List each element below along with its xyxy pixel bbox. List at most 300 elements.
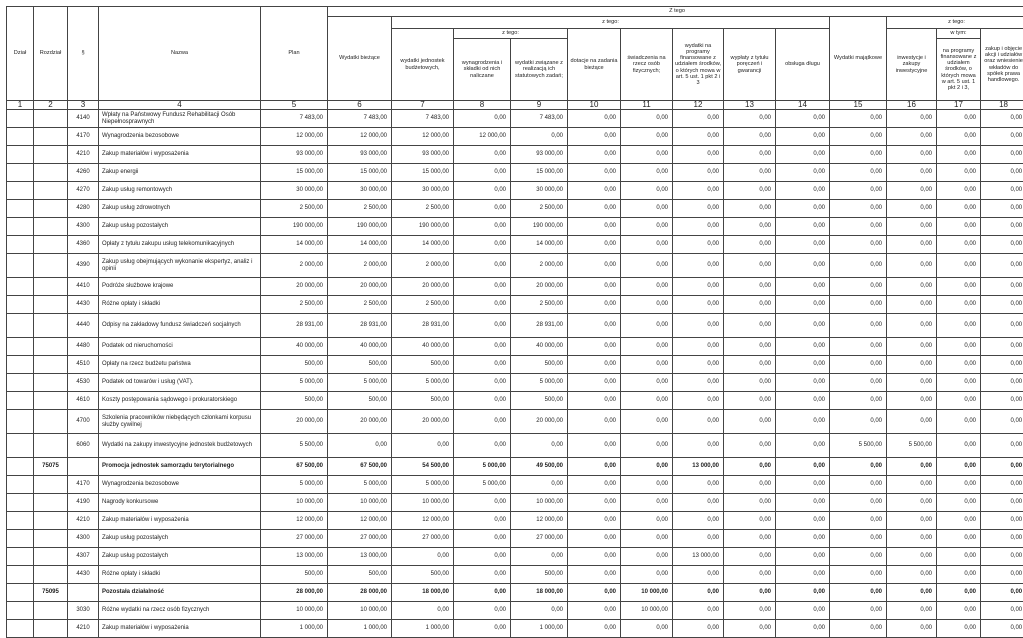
cell-swiadczenia: 0,00 [621,278,673,296]
cell-swiadczenia: 0,00 [621,566,673,584]
cell-obsluga-dlugu: 0,00 [776,566,830,584]
cell-wydatki-zwiazane: 28 931,00 [511,314,568,338]
cell-nazwa: Zakup energii [99,164,261,182]
cell-wydatki-programy: 0,00 [673,218,724,236]
column-number: 9 [511,101,568,110]
cell-zakup-akcji: 0,00 [981,110,1023,128]
cell-nazwa: Opłaty na rzecz budżetu państwa [99,356,261,374]
cell-programy-majatkowe: 0,00 [937,110,981,128]
cell-nazwa: Wpłaty na Państwowy Fundusz Rehabilitacji Osób Niepełnosprawnych [99,110,261,128]
cell-wyplaty: 0,00 [724,602,776,620]
cell-wynagrodzenia: 0,00 [454,410,511,434]
cell-rozdzial [34,530,68,548]
cell-obsluga-dlugu: 0,00 [776,458,830,476]
cell-wynagrodzenia: 0,00 [454,434,511,458]
cell-wydatki-majatkowe: 5 500,00 [830,434,887,458]
cell-swiadczenia: 0,00 [621,164,673,182]
cell-wydatki-zwiazane: 190 000,00 [511,218,568,236]
cell-obsluga-dlugu: 0,00 [776,164,830,182]
cell-wydatki-zwiazane: 0,00 [511,602,568,620]
table-row [7,512,1023,530]
cell-wydatki-zwiazane: 500,00 [511,356,568,374]
table-row [7,236,1023,254]
column-number: 3 [68,101,99,110]
header-wynagrodzenia: wynagrodzenia i składki od nich naliczane [454,39,511,101]
cell-dzial [7,494,34,512]
cell-wydatki-biezace: 20 000,00 [328,278,392,296]
cell-swiadczenia: 0,00 [621,356,673,374]
cell-plan: 20 000,00 [261,278,328,296]
cell-wydatki-zwiazane: 12 000,00 [511,512,568,530]
cell-wynagrodzenia: 0,00 [454,164,511,182]
cell-wyplaty: 0,00 [724,278,776,296]
cell-wydatki-majatkowe: 0,00 [830,200,887,218]
cell-swiadczenia: 0,00 [621,338,673,356]
cell-wyplaty: 0,00 [724,356,776,374]
cell-wydatki-jednostek: 15 000,00 [392,164,454,182]
cell-zakup-akcji: 0,00 [981,296,1023,314]
header-zakup-akcji: zakup i objęcie akcji i udziałów oraz wniesienie wkładów do spółek prawa handlowego. [981,29,1023,101]
cell-obsluga-dlugu: 0,00 [776,434,830,458]
cell-wydatki-programy: 0,00 [673,278,724,296]
cell-programy-majatkowe: 0,00 [937,314,981,338]
cell-swiadczenia: 0,00 [621,146,673,164]
cell-dotacje: 0,00 [568,278,621,296]
cell-plan: 67 500,00 [261,458,328,476]
cell-nazwa: Wynagrodzenia bezosobowe [99,476,261,494]
cell-zakup-akcji: 0,00 [981,548,1023,566]
cell-dotacje: 0,00 [568,476,621,494]
cell-paragraf: 4300 [68,530,99,548]
cell-inwestycje: 0,00 [887,218,937,236]
cell-zakup-akcji: 0,00 [981,512,1023,530]
cell-paragraf: 4390 [68,254,99,278]
cell-zakup-akcji: 0,00 [981,182,1023,200]
cell-paragraf: 6060 [68,434,99,458]
cell-rozdzial [34,434,68,458]
cell-paragraf: 4700 [68,410,99,434]
cell-inwestycje: 0,00 [887,110,937,128]
cell-dotacje: 0,00 [568,314,621,338]
cell-inwestycje: 0,00 [887,314,937,338]
cell-plan: 5 000,00 [261,374,328,392]
cell-rozdzial [34,182,68,200]
table-row [7,458,1023,476]
cell-nazwa: Szkolenia pracowników niebędących członkami korpusu służby cywilnej [99,410,261,434]
cell-paragraf: 4270 [68,182,99,200]
cell-wynagrodzenia: 0,00 [454,392,511,410]
cell-obsluga-dlugu: 0,00 [776,128,830,146]
column-number: 10 [568,101,621,110]
cell-dzial [7,278,34,296]
cell-wydatki-programy: 0,00 [673,566,724,584]
cell-plan: 28 931,00 [261,314,328,338]
cell-zakup-akcji: 0,00 [981,410,1023,434]
cell-dzial [7,314,34,338]
cell-dotacje: 0,00 [568,584,621,602]
header-swiadczenia: świadczenia na rzecz osób fizycznych; [621,29,673,101]
cell-wynagrodzenia: 0,00 [454,182,511,200]
cell-dotacje: 0,00 [568,356,621,374]
cell-wydatki-zwiazane: 500,00 [511,392,568,410]
cell-programy-majatkowe: 0,00 [937,458,981,476]
cell-programy-majatkowe: 0,00 [937,566,981,584]
cell-wynagrodzenia: 0,00 [454,566,511,584]
cell-plan: 12 000,00 [261,128,328,146]
header-dotacje: dotacje na zadania bieżące [568,29,621,101]
budget-table-sheet [6,6,1018,632]
column-number: 5 [261,101,328,110]
table-row [7,374,1023,392]
cell-dotacje: 0,00 [568,548,621,566]
header-paragraf: § [68,7,99,101]
cell-dotacje: 0,00 [568,110,621,128]
cell-dotacje: 0,00 [568,164,621,182]
cell-wydatki-jednostek: 0,00 [392,548,454,566]
cell-inwestycje: 0,00 [887,128,937,146]
cell-dzial [7,566,34,584]
cell-wynagrodzenia: 5 000,00 [454,476,511,494]
cell-wydatki-programy: 0,00 [673,356,724,374]
cell-wydatki-biezace: 28 931,00 [328,314,392,338]
cell-plan: 28 000,00 [261,584,328,602]
cell-nazwa: Opłaty z tytułu zakupu usług telekomunikacyjnych [99,236,261,254]
cell-nazwa: Podatek od towarów i usług (VAT). [99,374,261,392]
cell-swiadczenia: 0,00 [621,236,673,254]
table-row [7,530,1023,548]
cell-dzial [7,458,34,476]
cell-plan: 2 500,00 [261,296,328,314]
cell-programy-majatkowe: 0,00 [937,548,981,566]
cell-wydatki-programy: 0,00 [673,236,724,254]
cell-wydatki-majatkowe: 0,00 [830,530,887,548]
cell-paragraf: 4140 [68,110,99,128]
cell-nazwa: Zakup usług pozostałych [99,218,261,236]
cell-wydatki-majatkowe: 0,00 [830,356,887,374]
cell-swiadczenia: 0,00 [621,182,673,200]
cell-programy-majatkowe: 0,00 [937,374,981,392]
cell-wydatki-zwiazane: 30 000,00 [511,182,568,200]
cell-plan: 40 000,00 [261,338,328,356]
header-z-tego-majatkowe: z tego: [887,17,1023,29]
cell-wyplaty: 0,00 [724,146,776,164]
cell-wynagrodzenia: 0,00 [454,254,511,278]
cell-programy-majatkowe: 0,00 [937,164,981,182]
cell-rozdzial [34,566,68,584]
cell-obsluga-dlugu: 0,00 [776,236,830,254]
cell-dzial [7,128,34,146]
cell-wydatki-jednostek: 14 000,00 [392,236,454,254]
cell-wydatki-zwiazane: 2 500,00 [511,200,568,218]
cell-nazwa: Zakup materiałów i wyposażenia [99,512,261,530]
cell-wydatki-programy: 0,00 [673,314,724,338]
cell-inwestycje: 0,00 [887,278,937,296]
cell-dotacje: 0,00 [568,254,621,278]
cell-programy-majatkowe: 0,00 [937,146,981,164]
column-number: 1 [7,101,34,110]
cell-swiadczenia: 0,00 [621,392,673,410]
cell-dzial [7,548,34,566]
cell-paragraf: 4307 [68,548,99,566]
table-row [7,548,1023,566]
cell-rozdzial [34,512,68,530]
cell-programy-majatkowe: 0,00 [937,200,981,218]
header-inwestycje: inwestycje i zakupy inwestycyjne [887,29,937,101]
cell-wydatki-majatkowe: 0,00 [830,620,887,638]
table-row [7,278,1023,296]
cell-wyplaty: 0,00 [724,494,776,512]
cell-wydatki-zwiazane: 7 483,00 [511,110,568,128]
cell-rozdzial [34,602,68,620]
cell-nazwa: Zakup materiałów i wyposażenia [99,146,261,164]
cell-wydatki-biezace: 93 000,00 [328,146,392,164]
cell-wydatki-programy: 0,00 [673,182,724,200]
cell-wydatki-biezace: 30 000,00 [328,182,392,200]
cell-dzial [7,200,34,218]
cell-plan: 2 000,00 [261,254,328,278]
cell-inwestycje: 0,00 [887,164,937,182]
cell-inwestycje: 0,00 [887,494,937,512]
cell-dzial [7,296,34,314]
header-programy-majatkowe: na programy finansowane z udziałem środków, o których mowa w art. 5 ust. 1 pkt 2 i 3, [937,39,981,101]
cell-rozdzial [34,620,68,638]
cell-dotacje: 0,00 [568,494,621,512]
cell-obsluga-dlugu: 0,00 [776,392,830,410]
table-header [7,7,1023,110]
cell-swiadczenia: 0,00 [621,200,673,218]
cell-plan: 27 000,00 [261,530,328,548]
cell-wyplaty: 0,00 [724,548,776,566]
cell-wydatki-majatkowe: 0,00 [830,296,887,314]
cell-dotacje: 0,00 [568,218,621,236]
cell-wydatki-majatkowe: 0,00 [830,374,887,392]
cell-inwestycje: 0,00 [887,458,937,476]
cell-wydatki-programy: 0,00 [673,128,724,146]
cell-obsluga-dlugu: 0,00 [776,146,830,164]
column-number: 2 [34,101,68,110]
cell-wyplaty: 0,00 [724,458,776,476]
cell-dzial [7,434,34,458]
cell-rozdzial [34,200,68,218]
cell-wydatki-zwiazane: 93 000,00 [511,146,568,164]
table-row [7,200,1023,218]
cell-inwestycje: 0,00 [887,584,937,602]
cell-wynagrodzenia: 0,00 [454,236,511,254]
cell-wydatki-majatkowe: 0,00 [830,128,887,146]
cell-dzial [7,146,34,164]
cell-nazwa: Promocja jednostek samorządu terytorialnego [99,458,261,476]
cell-wydatki-jednostek: 18 000,00 [392,584,454,602]
cell-wydatki-biezace: 10 000,00 [328,602,392,620]
cell-wydatki-programy: 0,00 [673,254,724,278]
cell-obsluga-dlugu: 0,00 [776,338,830,356]
column-number: 14 [776,101,830,110]
column-number: 7 [392,101,454,110]
cell-rozdzial [34,356,68,374]
cell-wyplaty: 0,00 [724,566,776,584]
cell-dotacje: 0,00 [568,236,621,254]
cell-wydatki-zwiazane: 40 000,00 [511,338,568,356]
cell-paragraf: 4430 [68,566,99,584]
cell-swiadczenia: 10 000,00 [621,602,673,620]
cell-programy-majatkowe: 0,00 [937,254,981,278]
cell-zakup-akcji: 0,00 [981,584,1023,602]
cell-dzial [7,218,34,236]
cell-inwestycje: 0,00 [887,374,937,392]
cell-obsluga-dlugu: 0,00 [776,374,830,392]
cell-wydatki-biezace: 7 483,00 [328,110,392,128]
cell-wydatki-majatkowe: 0,00 [830,494,887,512]
table-row [7,602,1023,620]
cell-wynagrodzenia: 0,00 [454,278,511,296]
cell-zakup-akcji: 0,00 [981,374,1023,392]
budget-table [6,6,1023,638]
cell-wydatki-biezace: 500,00 [328,566,392,584]
cell-swiadczenia: 0,00 [621,530,673,548]
column-number: 15 [830,101,887,110]
cell-programy-majatkowe: 0,00 [937,182,981,200]
cell-wydatki-biezace: 500,00 [328,392,392,410]
cell-dzial [7,512,34,530]
cell-inwestycje: 0,00 [887,146,937,164]
header-plan: Plan [261,7,328,101]
cell-nazwa: Odpisy na zakładowy fundusz świadczeń socjalnych [99,314,261,338]
cell-wydatki-biezace: 12 000,00 [328,128,392,146]
cell-obsluga-dlugu: 0,00 [776,494,830,512]
cell-wynagrodzenia: 0,00 [454,548,511,566]
header-nazwa: Nazwa [99,7,261,101]
cell-wydatki-jednostek: 0,00 [392,434,454,458]
table-row [7,584,1023,602]
cell-wydatki-programy: 0,00 [673,164,724,182]
cell-nazwa: Różne wydatki na rzecz osób fizycznych [99,602,261,620]
cell-wydatki-jednostek: 500,00 [392,566,454,584]
cell-wynagrodzenia: 0,00 [454,200,511,218]
cell-inwestycje: 0,00 [887,200,937,218]
header-dzial: Dział [7,7,34,101]
cell-wydatki-programy: 0,00 [673,110,724,128]
cell-dzial [7,182,34,200]
cell-wydatki-jednostek: 500,00 [392,392,454,410]
cell-dotacje: 0,00 [568,530,621,548]
cell-rozdzial [34,476,68,494]
cell-wyplaty: 0,00 [724,584,776,602]
cell-dotacje: 0,00 [568,182,621,200]
cell-wydatki-programy: 0,00 [673,476,724,494]
cell-rozdzial: 75075 [34,458,68,476]
header-wydatki-programy: wydatki na programy finansowane z udziałem środków, o których mowa w art. 5 ust. 1 pkt 2 i 3 [673,29,724,101]
cell-dotacje: 0,00 [568,458,621,476]
cell-obsluga-dlugu: 0,00 [776,314,830,338]
cell-rozdzial [34,410,68,434]
cell-rozdzial [34,494,68,512]
cell-zakup-akcji: 0,00 [981,602,1023,620]
cell-nazwa: Koszty postępowania sądowego i prokuratorskiego [99,392,261,410]
cell-wydatki-programy: 13 000,00 [673,458,724,476]
cell-wydatki-jednostek: 5 000,00 [392,476,454,494]
header-wydatki-jednostek: wydatki jednostek budżetowych, [392,29,454,101]
cell-paragraf: 4510 [68,356,99,374]
cell-plan: 30 000,00 [261,182,328,200]
cell-inwestycje: 0,00 [887,566,937,584]
cell-dzial [7,164,34,182]
cell-obsluga-dlugu: 0,00 [776,110,830,128]
cell-paragraf: 4210 [68,512,99,530]
cell-wynagrodzenia: 0,00 [454,218,511,236]
cell-swiadczenia: 0,00 [621,374,673,392]
cell-wydatki-programy: 13 000,00 [673,548,724,566]
cell-inwestycje: 0,00 [887,236,937,254]
cell-wydatki-biezace: 20 000,00 [328,410,392,434]
cell-wydatki-programy: 0,00 [673,296,724,314]
cell-inwestycje: 0,00 [887,254,937,278]
cell-paragraf: 4430 [68,296,99,314]
cell-paragraf: 4530 [68,374,99,392]
cell-paragraf: 4190 [68,494,99,512]
cell-wydatki-biezace: 5 000,00 [328,476,392,494]
cell-wynagrodzenia: 0,00 [454,494,511,512]
cell-wydatki-majatkowe: 0,00 [830,458,887,476]
cell-wynagrodzenia: 0,00 [454,356,511,374]
cell-dzial [7,530,34,548]
column-number: 4 [99,101,261,110]
table-row [7,110,1023,128]
cell-dzial [7,410,34,434]
cell-swiadczenia: 0,00 [621,548,673,566]
cell-wydatki-programy: 0,00 [673,494,724,512]
cell-dotacje: 0,00 [568,512,621,530]
table-row [7,314,1023,338]
cell-programy-majatkowe: 0,00 [937,530,981,548]
cell-zakup-akcji: 0,00 [981,338,1023,356]
cell-rozdzial [34,374,68,392]
cell-programy-majatkowe: 0,00 [937,584,981,602]
header-wyplaty: wypłaty z tytułu poręczeń i gwarancji [724,29,776,101]
cell-rozdzial [34,110,68,128]
cell-programy-majatkowe: 0,00 [937,128,981,146]
cell-wydatki-jednostek: 54 500,00 [392,458,454,476]
column-number-row [7,101,1023,110]
cell-wydatki-biezace: 190 000,00 [328,218,392,236]
cell-wydatki-majatkowe: 0,00 [830,512,887,530]
cell-wydatki-biezace: 500,00 [328,356,392,374]
cell-dzial [7,476,34,494]
cell-dzial [7,374,34,392]
cell-wydatki-zwiazane: 2 500,00 [511,296,568,314]
cell-paragraf: 4300 [68,218,99,236]
cell-wydatki-jednostek: 500,00 [392,356,454,374]
cell-rozdzial [34,236,68,254]
table-row [7,410,1023,434]
cell-wydatki-majatkowe: 0,00 [830,566,887,584]
cell-wyplaty: 0,00 [724,530,776,548]
cell-dotacje: 0,00 [568,410,621,434]
cell-nazwa: Zakup usług zdrowotnych [99,200,261,218]
cell-paragraf: 4480 [68,338,99,356]
cell-dotacje: 0,00 [568,620,621,638]
cell-zakup-akcji: 0,00 [981,164,1023,182]
cell-wydatki-biezace: 2 500,00 [328,200,392,218]
cell-plan: 5 500,00 [261,434,328,458]
cell-plan: 14 000,00 [261,236,328,254]
cell-paragraf [68,584,99,602]
cell-dotacje: 0,00 [568,602,621,620]
cell-paragraf: 4170 [68,128,99,146]
cell-plan: 15 000,00 [261,164,328,182]
cell-wydatki-biezace: 28 000,00 [328,584,392,602]
cell-plan: 7 483,00 [261,110,328,128]
cell-rozdzial [34,146,68,164]
